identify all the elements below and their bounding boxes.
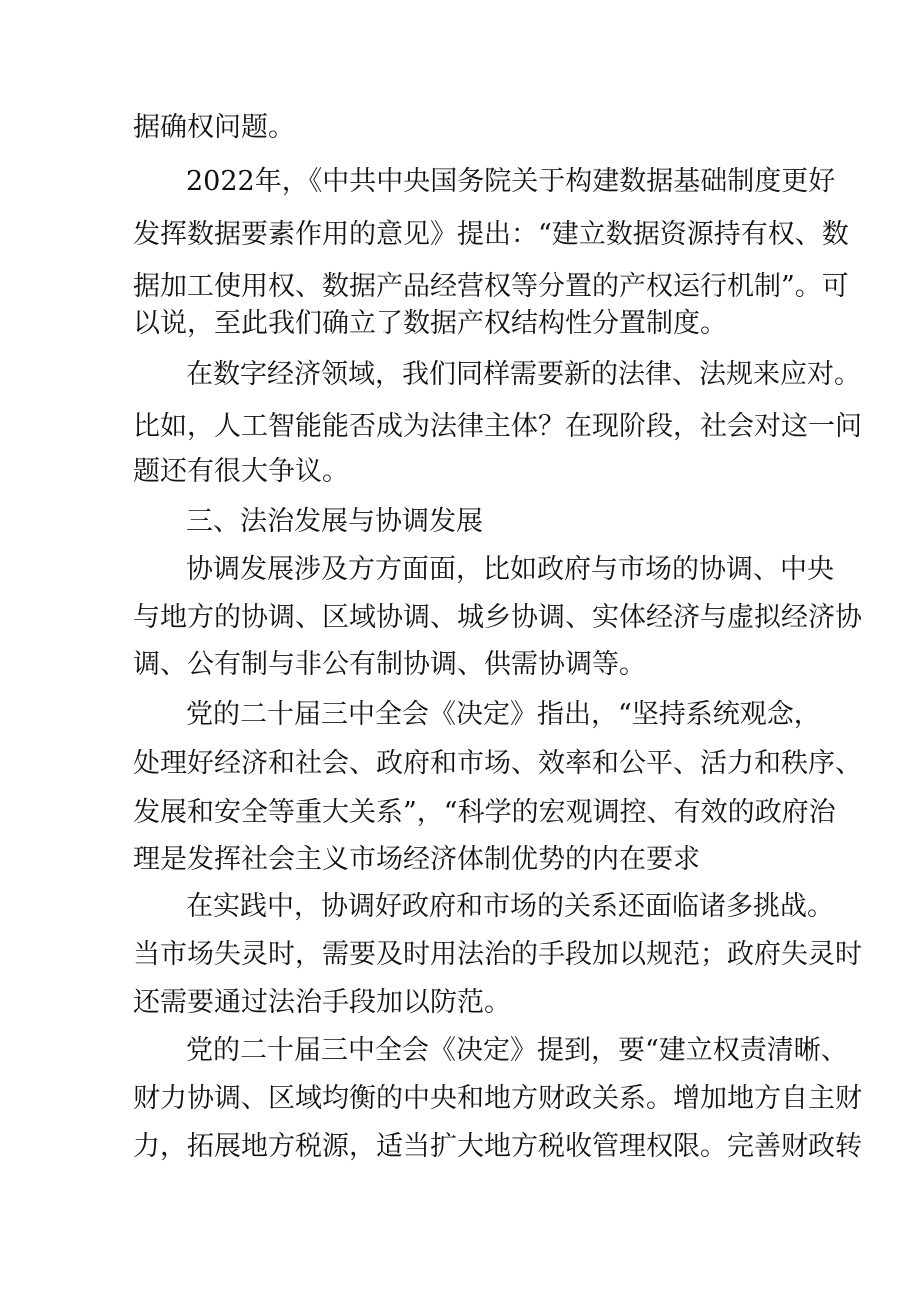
text-line: 调、公有制与非公有制协调、供需协调等。: [133, 649, 646, 680]
text-line: 以说，至此我们确立了数据产权结构性分置制度。: [133, 308, 727, 339]
text-line: 协调发展涉及方方面面，比如政府与市场的协调、中央: [186, 554, 834, 585]
text-line: 力，拓展地方税源，适当扩大地方税收管理权限。完善财政转: [133, 1131, 862, 1162]
text-line: 还需要通过法治手段加以防范。: [133, 987, 511, 1018]
text-line: 在数字经济领域，我们同样需要新的法律、法规来应对。: [186, 359, 861, 390]
text-line: 在实践中，协调好政府和市场的关系还面临诸多挑战。: [186, 891, 834, 922]
text-line: 2022年，《中共中央国务院关于构建数据基础制度更好: [186, 166, 836, 197]
text-line: 党的二十届三中全会《决定》指出，“坚持系统观念，: [186, 699, 821, 730]
text-line: 财力协调、区域均衡的中央和地方财政关系。增加地方自主财: [133, 1083, 862, 1114]
text-line: 比如，人工智能能否成为法律主体？在现阶段，社会对这一问: [133, 411, 862, 442]
text-line: 据加工使用权、数据产品经营权等分置的产权运行机制”。可: [133, 271, 849, 302]
text-line: 当市场失灵时，需要及时用法治的手段加以规范；政府失灵时: [133, 939, 862, 970]
section-heading: 三、法治发展与协调发展: [186, 506, 483, 537]
text-line: 理是发挥社会主义市场经济体制优势的内在要求: [133, 844, 700, 875]
text-line: 据确权问题。: [133, 112, 295, 143]
text-line: 发展和安全等重大关系”，“科学的宏观调控、有效的政府治: [133, 797, 836, 828]
text-line: 处理好经济和社会、政府和市场、效率和公平、活力和秩序、: [133, 748, 862, 779]
text-line: 与地方的协调、区域协调、城乡协调、实体经济与虚拟经济协: [133, 602, 862, 633]
text-line: 发挥数据要素作用的意见》提出：“建立数据资源持有权、数: [133, 219, 849, 250]
text-line: 题还有很大争议。: [133, 456, 349, 487]
text-line: 党的二十届三中全会《决定》提到，要“建立权责清晰、: [186, 1035, 848, 1066]
